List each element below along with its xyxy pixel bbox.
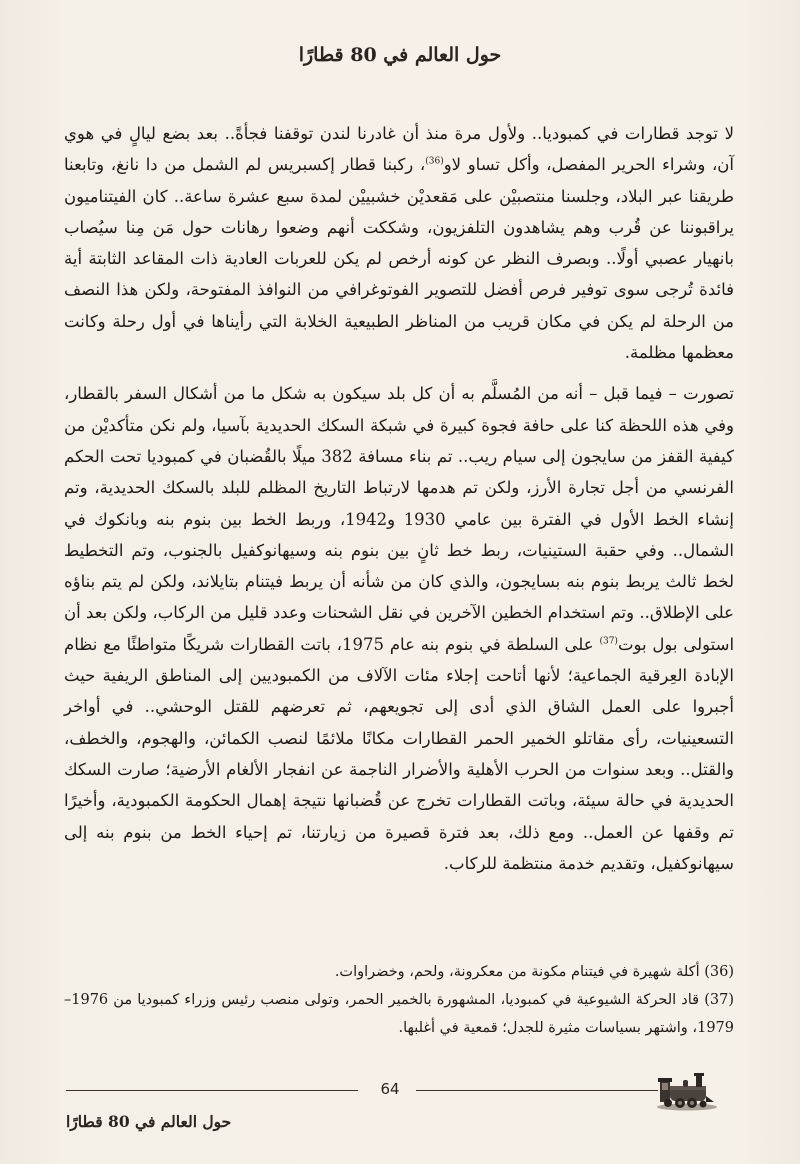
paragraph-2 [64,378,734,879]
paragraph-1-part-2: ، ركبنا قطار إكسبريس لم الشمل من دا نانغ، وتابعنا طريقنا عبر البلاد، وجلسنا منتصبيْن على مَقعديْن خشبييْن لمدة سبع عشرة ساعة.. كان الفيتناميون يراقبوننا عن قُرب وهم يشاهدون التلفزيون، وشككت أنهم وضعوا رهانات حول مَن مِنا سيُصاب بانهيار عصبي أولًا.. وبصرف النظر عن كونه أرخص لم يكن للعربات العادية ذات المقاعد الثابتة أية فائدة تُرجى سوى توفير فرص أفضل للتصوير الفوتوغرافي من النوافذ المفتوحة، ولكن هذا النصف من الرحلة لم يكن في مكان قريب من المناظر الطبيعية الخلابة التي رأيناها في أول رحلة وكانت معظمها مظلمة. [64,155,734,363]
footer-rule-right [416,1090,658,1091]
page-footer [0,1060,800,1140]
footnote-marker-37: (37) [599,636,618,647]
running-title-header: حول العالم في 80 قطارًا [298,44,502,66]
paragraph-2-part-2: على السلطة في بنوم بنه عام 1975، باتت القطارات شريكًا متواطئًا مع نظام الإبادة العِرقية الجماعية؛ لأنها أتاحت إجلاء مئات الآلاف من الكمبوديين إلى المناطق الريفية حيث أجبروا على العمل الشاق الذي أدى إلى تجويعهم، ثم تعرضهم للقتل الوحشي.. في أواخر التسعينيات، رأى مقاتلو الخمير الحمر القطارات مكانًا ملائمًا لنصب الكمائن، والهجوم، والخطف، والقتل.. وبعد سنوات من الحرب الأهلية والأضرار الناجمة عن انفجار الألغام الأرضية؛ صارت السكك الحديدية في حالة سيئة، وباتت القطارات تخرج عن قُضبانها نتيجة إهمال الحكومة الكمبودية، وأخيرًا تم وقفها عن العمل.. ومع ذلك، بعد فترة قصيرة من زيارتنا، تم إحياء الخط من بنوم بنه إلى سيهانوكفيل، وتقديم خدمة منتظمة للركاب. [64,634,734,873]
footnotes [64,958,734,1042]
running-title-footer: حول العالم في 80 قطارًا [66,1112,232,1131]
footnote-37: (37) قاد الحركة الشيوعية في كمبوديا، المشهورة بالخمير الحمر، وتولى منصب رئيس وزراء كمبوديا من 1976– 1979، واشتهر بسياسات مثيرة للجدل؛ قمعية في أغلبها. [64,992,734,1036]
footnote-marker-36: (36) [425,156,444,167]
paragraph-2-part-1: تصورت – فيما قبل – أنه من المُسلَّم به أن كل بلد سيكون به شكل ما من أشكال السفر بالقطار، وفي هذه اللحظة كنا على حافة فجوة كبيرة في شبكة السكك الحديدية بآسيا، ولم نكن متأكديْن من كيفية القفز من سايجون إلى سيام ريب.. تم بناء مسافة 382 ميلًا بالقُضبان في كمبوديا تحت الحكم الفرنسي من أجل تجارة الأرز، ولكن تم هدمها لارتباط التاريخ المظلم للبلد بالسكك الحديدية، وتم إنشاء الخط الأول في الفترة بين عامي 1930 و1942، وربط الخط بين بنوم بنه وبانكوك في الشمال.. وفي حقبة الستينيات، ربط خط ثانٍ بين بنوم بنه وسيهانوكفيل بالجنوب، وتم التخطيط لخط ثالث يربط بنوم بنه بسايجون، والذي كان من شأنه أن يربط فيتنام بتايلاند، ولكن لم يتم بناؤه على الإطلاق.. وتم استخدام الخطين الآخرين في نقل الشحنات وعدد قليل من الركاب، ولكن بعد أن استولى بول بوت [64,384,735,654]
train-icon [656,1066,718,1112]
paragraph-1-part-1: لا توجد قطارات في كمبوديا.. ولأول مرة منذ أن غادرنا لندن توقفنا فجأةً.. بعد بضع ليالٍ في هوي آن، وشراء الحرير المفصل، وأكل تساو لاو [64,124,734,175]
footer-rule-left [66,1090,358,1091]
main-text [64,118,734,882]
footnote-36: (36) أكلة شهيرة في فيتنام مكونة من معكرونة، ولحم، وخضراوات. [334,964,734,980]
page-number: 64 [380,1080,400,1098]
paragraph-1 [64,118,734,368]
